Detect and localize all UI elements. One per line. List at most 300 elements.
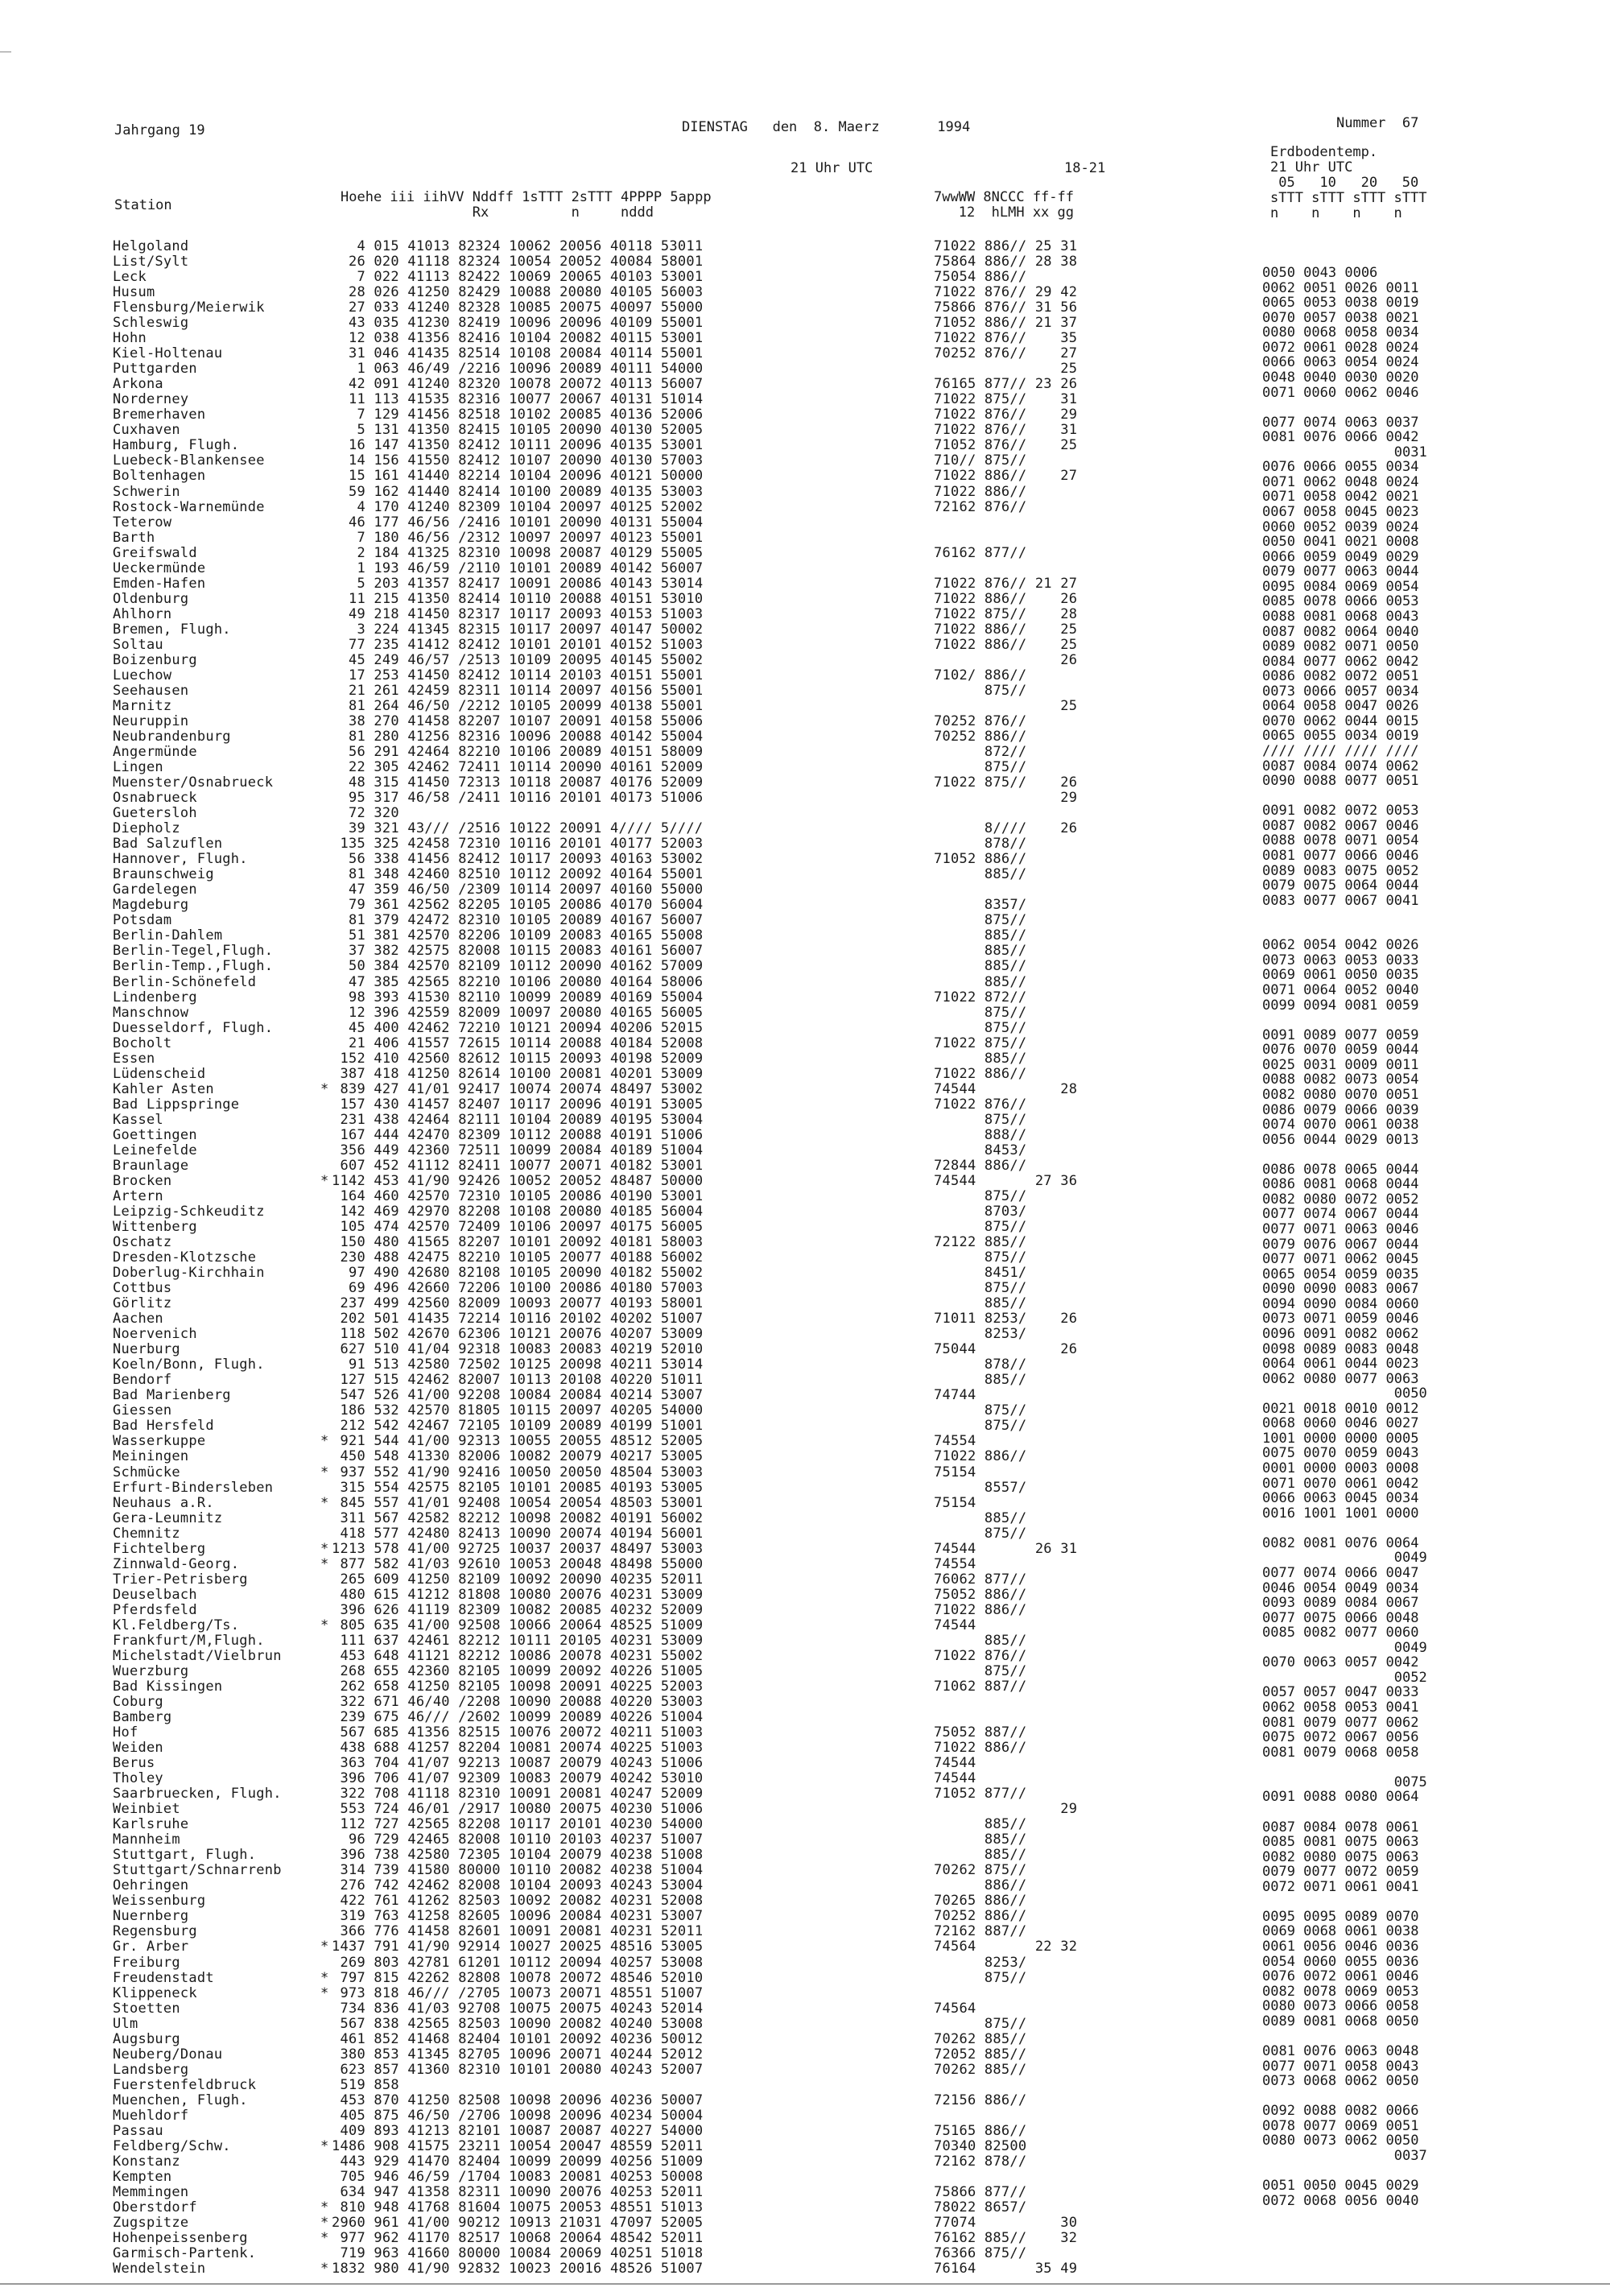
mountain-station-marker: * (320, 1617, 329, 1633)
station-codes: 81 264 46/50 /2212 10105 20099 40138 55001 (332, 697, 704, 714)
table-row (113, 1771, 1135, 1786)
station-name: Kahler Asten (113, 1080, 214, 1097)
station-name: Fuerstenfeldbruck (113, 2076, 257, 2093)
soil-row: 0088 0082 0073 0054 (1262, 1072, 1419, 1088)
station-name: Feldberg/Schw. (113, 2137, 231, 2154)
station-name: Kiel-Holtenau (113, 345, 223, 362)
table-row (113, 699, 1135, 714)
station-codes: 27 033 41240 82328 10085 20075 40097 55000 (332, 299, 704, 316)
station-name: Karlsruhe (113, 1816, 189, 1833)
station-name: Berlin-Dahlem (113, 927, 223, 944)
station-name: Lüdenscheid (113, 1065, 206, 1082)
mountain-station-marker: * (320, 1494, 329, 1511)
station-name: Leinefelde (113, 1142, 197, 1158)
station-codes: 547 526 41/00 92208 10084 20084 40214 53007 (332, 1387, 704, 1404)
soil-row: 0079 0075 0064 0044 (1262, 878, 1419, 894)
station-codes: 98 393 41530 82110 10099 20089 40169 55004 (332, 989, 704, 1006)
table-row (113, 638, 1135, 653)
table-row (113, 836, 1135, 852)
table-row (113, 1327, 1135, 1342)
station-name: Rostock-Warnemünde (113, 498, 265, 515)
station-codes: 50 384 42570 82109 10112 20090 40162 57009 (332, 958, 704, 975)
station-name: Gr. Arber (113, 1939, 189, 1955)
station-codes: 81 280 41256 82316 10096 20088 40142 55004 (332, 729, 704, 745)
station-codes: 443 929 41470 82404 10099 20099 40256 51009 (332, 2153, 704, 2170)
soil-row: 0049 (1262, 1550, 1427, 1567)
station-name: Flensburg/Meierwik (113, 299, 265, 316)
soil-row: //// //// //// //// (1262, 743, 1419, 759)
station-codes: 450 548 41330 82006 10082 20079 40217 53005 (332, 1448, 704, 1465)
synop-codes: 885// (934, 927, 1027, 944)
soil-row: 0077 0071 0058 0043 (1262, 2058, 1419, 2075)
synop-codes: 29 (934, 1801, 1078, 1818)
soil-row: 0070 0057 0038 0021 (1262, 309, 1419, 326)
station-codes: 453 648 41121 82212 10086 20078 40231 55002 (332, 1647, 704, 1664)
station-codes: 118 502 42670 62306 10121 20076 40207 53009 (332, 1326, 704, 1343)
soil-row: 0065 0054 0059 0035 (1262, 1266, 1419, 1282)
station-codes: 607 452 41112 82411 10077 20071 40182 53001 (332, 1157, 704, 1174)
synop-codes: 74544 (934, 1617, 976, 1633)
table-row (113, 1741, 1135, 1756)
station-codes: 396 706 41/07 92309 10083 20079 40242 53010 (332, 1770, 704, 1787)
soil-row: 0084 0077 0062 0042 (1262, 653, 1419, 670)
soil-row: 0056 0044 0029 0013 (1262, 1131, 1419, 1148)
soil-row: 0081 0077 0066 0046 (1262, 847, 1419, 864)
table-row (113, 1311, 1135, 1327)
synop-codes: 71022 875// 28 (934, 605, 1078, 622)
table-row (113, 714, 1135, 729)
synop-codes: 71022 886// 26 (934, 590, 1078, 607)
synop-codes: 886// (934, 1877, 1027, 1894)
soil-row (1262, 1805, 1520, 1820)
table-row (113, 1588, 1135, 1603)
soil-row: 0067 0058 0045 0023 (1262, 504, 1419, 520)
soil-row: 0083 0077 0067 0041 (1262, 892, 1419, 909)
mountain-station-marker: * (320, 2199, 329, 2215)
station-codes: 91 513 42580 72502 10125 20098 40211 53014 (332, 1357, 704, 1373)
station-codes: 15 161 41440 82214 10104 20096 40121 50000 (332, 468, 704, 485)
synop-codes: 875// (934, 1280, 1027, 1297)
station-name: Hamburg, Flugh. (113, 437, 240, 454)
station-codes: 567 685 41356 82515 10076 20072 40211 51003 (332, 1724, 704, 1741)
synop-codes: 8357/ (934, 897, 1027, 914)
synop-codes: 71022 886// 25 (934, 621, 1078, 638)
station-codes: 396 626 41119 82309 10082 20085 40232 52009 (332, 1601, 704, 1618)
synop-codes: 71022 886// (934, 483, 1027, 500)
station-codes: 167 444 42470 82309 10112 20088 40191 51006 (332, 1126, 704, 1143)
station-name: Oberstdorf (113, 2199, 197, 2215)
soil-row: 0025 0031 0009 0011 (1262, 1056, 1419, 1073)
station-name: Neuhaus a.R. (113, 1494, 214, 1511)
table-row (113, 1832, 1135, 1848)
soil-time: 21 Uhr UTC (1270, 159, 1353, 176)
soil-row: 0093 0089 0084 0067 (1262, 1595, 1419, 1612)
station-name: Konstanz (113, 2153, 180, 2170)
synop-codes: 8451/ (934, 1265, 1027, 1282)
station-codes: 396 738 42580 72305 10104 20079 40238 51008 (332, 1847, 704, 1864)
synop-codes: 71022 886// 27 (934, 468, 1078, 485)
synop-codes: 74544 26 31 (934, 1540, 1078, 1557)
synop-codes: 75154 (934, 1464, 976, 1480)
table-row (113, 607, 1135, 622)
table-row (113, 2170, 1135, 2185)
station-name: Weiden (113, 1740, 163, 1757)
station-name: Kl.Feldberg/Ts. (113, 1617, 240, 1633)
station-codes: 461 852 41468 82404 10101 20092 40236 50012 (332, 2030, 704, 2047)
soil-row: 0098 0089 0083 0048 (1262, 1340, 1419, 1357)
station-codes: 7 022 41113 82422 10069 20065 40103 53001 (332, 269, 704, 286)
synop-codes: 71011 8253/ 26 (934, 1311, 1078, 1328)
station-name: Leipzig-Schkeuditz (113, 1203, 265, 1220)
station-codes: 977 962 41170 82517 10068 20064 48542 52011 (332, 2230, 704, 2247)
soil-row: 0073 0063 0053 0033 (1262, 952, 1419, 968)
mountain-station-marker: * (320, 1080, 329, 1097)
station-name: Muenchen, Flugh. (113, 2092, 248, 2108)
station-codes: 315 554 42575 82105 10101 20085 40193 53005 (332, 1479, 704, 1496)
station-name: Berlin-Temp.,Flugh. (113, 958, 274, 975)
station-codes: 705 946 46/59 /1704 10083 20081 40253 50008 (332, 2168, 704, 2185)
synop-codes: 26 (934, 651, 1078, 668)
soil-row: 0071 0070 0061 0042 (1262, 1475, 1419, 1492)
mountain-station-marker: * (320, 2215, 329, 2232)
synop-codes: 885// (934, 1295, 1027, 1312)
synop-codes: 885// (934, 1509, 1027, 1526)
synop-codes: 8253/ (934, 1954, 1027, 1971)
table-row (113, 515, 1135, 531)
synop-codes: 75154 (934, 1494, 976, 1511)
station-name: Helgoland (113, 238, 189, 254)
date-line: DIENSTAG den 8. Maerz 1994 (682, 119, 971, 135)
station-name: Ulm (113, 2015, 138, 2032)
station-name: Dresden-Klotzsche (113, 1249, 257, 1266)
station-name: Barth (113, 529, 155, 546)
table-row (113, 531, 1135, 546)
soil-row: 0077 0075 0066 0048 (1262, 1609, 1419, 1626)
table-row (113, 2032, 1135, 2047)
soil-row: 0086 0082 0072 0051 (1262, 668, 1419, 685)
soil-row: 0060 0052 0039 0024 (1262, 518, 1419, 535)
station-codes: 186 532 42570 81805 10115 20097 40205 54000 (332, 1402, 704, 1419)
station-name: Bremerhaven (113, 407, 206, 423)
soil-row (1262, 1147, 1520, 1162)
synop-codes: 76164 35 49 (934, 2261, 1078, 2277)
station-name: Hannover, Flugh. (113, 851, 248, 868)
station-codes: 1832 980 41/90 92832 10023 20016 48526 51007 (332, 2261, 704, 2277)
station-codes: 5 203 41357 82417 10091 20086 40143 53014 (332, 575, 704, 592)
mountain-station-marker: * (320, 1969, 329, 1986)
table-row (113, 990, 1135, 1006)
soil-row: 0085 0081 0075 0063 (1262, 1834, 1419, 1851)
station-name: Noervenich (113, 1326, 197, 1343)
station-codes: 2 184 41325 82310 10098 20087 40129 55005 (332, 544, 704, 561)
soil-row: 0052 (1262, 1669, 1427, 1686)
station-codes: 152 410 42560 82612 10115 20093 40198 52009 (332, 1050, 704, 1067)
table-row (113, 1955, 1135, 1971)
soil-row: 0088 0081 0068 0043 (1262, 608, 1419, 625)
station-name: Cuxhaven (113, 422, 180, 439)
synop-codes: 71022 886// (934, 1740, 1027, 1757)
soil-row: 0089 0081 0068 0050 (1262, 2013, 1419, 2030)
synop-codes: 78022 8657/ (934, 2199, 1027, 2215)
station-codes: 231 438 42464 82111 10104 20089 40195 53004 (332, 1111, 704, 1128)
station-codes: 3 224 41345 82315 10117 20097 40147 50002 (332, 621, 704, 638)
synop-codes: 875// (934, 759, 1027, 776)
station-name: Görlitz (113, 1295, 172, 1312)
table-row (113, 1465, 1135, 1480)
table-row (113, 1939, 1135, 1955)
table-row (113, 239, 1135, 254)
table-row (113, 1496, 1135, 1511)
synop-codes: 8703/ (934, 1203, 1027, 1220)
station-name: Doberlug-Kirchhain (113, 1265, 265, 1282)
station-name: Muenster/Osnabrueck (113, 774, 274, 791)
synop-codes: 885// (934, 1831, 1027, 1848)
station-name: Boizenburg (113, 651, 197, 668)
soil-row (1262, 1013, 1520, 1028)
soil-row: 0080 0073 0062 0050 (1262, 2133, 1419, 2149)
station-name: Gera-Leumnitz (113, 1509, 223, 1526)
station-name: Arkona (113, 376, 163, 393)
station-codes: 112 727 42565 82208 10117 20101 40230 54000 (332, 1816, 704, 1833)
station-codes: 276 742 42462 82008 10104 20093 40243 53004 (332, 1877, 704, 1894)
table-row (113, 1357, 1135, 1373)
station-name: Essen (113, 1050, 155, 1067)
table-row (113, 1418, 1135, 1434)
synop-codes: 875// (934, 1019, 1027, 1036)
table-row (113, 592, 1135, 607)
station-codes: 11 113 41535 82316 10077 20067 40131 51014 (332, 391, 704, 408)
soil-row: 0066 0059 0049 0029 (1262, 548, 1419, 565)
soil-row: 0037 (1262, 2147, 1427, 2164)
station-codes: 16 147 41350 82412 10111 20096 40135 53001 (332, 437, 704, 454)
station-name: Schwerin (113, 483, 180, 500)
table-row (113, 1511, 1135, 1526)
station-codes: 269 803 42781 61201 10112 20094 40257 53008 (332, 1954, 704, 1971)
station-name: Seehausen (113, 682, 189, 699)
soil-row: 0087 0084 0078 0061 (1262, 1819, 1419, 1836)
station-codes: 845 557 41/01 92408 10054 20054 48503 53001 (332, 1494, 704, 1511)
station-codes: 21 406 41557 72615 10114 20088 40184 52008 (332, 1034, 704, 1051)
mountain-station-marker: * (320, 2137, 329, 2154)
synop-codes: 70252 886// (934, 1908, 1027, 1925)
station-codes: 268 655 42360 82105 10099 20092 40226 51005 (332, 1662, 704, 1679)
station-codes: 28 026 41250 82429 10088 20080 40105 56003 (332, 284, 704, 301)
station-name: Wuerzburg (113, 1662, 189, 1679)
synop-codes: 74544 (934, 1770, 976, 1787)
table-row (113, 1434, 1135, 1449)
soil-row: 0065 0055 0034 0019 (1262, 728, 1419, 745)
station-name: Augsburg (113, 2030, 180, 2047)
station-name: Klippeneck (113, 1984, 197, 2001)
station-codes: 12 038 41356 82416 10104 20082 40115 53001 (332, 330, 704, 347)
table-row (113, 1158, 1135, 1174)
station-name: Weinbiet (113, 1801, 180, 1818)
soil-row: 0070 0062 0044 0015 (1262, 712, 1419, 729)
station-codes: 39 321 43/// /2516 10122 20091 4//// 5//// (332, 820, 704, 837)
synop-codes: 76162 877// (934, 544, 1027, 561)
table-row (113, 1143, 1135, 1158)
table-row (113, 1051, 1135, 1067)
station-codes: 150 480 41565 82207 10101 20092 40181 58003 (332, 1234, 704, 1251)
soil-row: 0086 0081 0068 0044 (1262, 1176, 1419, 1193)
soil-row: 0081 0076 0066 0042 (1262, 429, 1419, 446)
table-row (113, 1189, 1135, 1204)
station-name: Goettingen (113, 1126, 197, 1143)
station-name: Gardelegen (113, 882, 197, 898)
station-name: Wendelstein (113, 2261, 206, 2277)
station-name: Bad Salzuflen (113, 836, 223, 853)
station-name: Brocken (113, 1172, 172, 1189)
station-codes: 311 567 42582 82212 10098 20082 40191 56002 (332, 1509, 704, 1526)
synop-codes: 8//// 26 (934, 820, 1078, 837)
station-name: Meiningen (113, 1448, 189, 1465)
station-codes: 314 739 41580 80000 10110 20082 40238 51004 (332, 1862, 704, 1879)
table-row (113, 2185, 1135, 2200)
soil-row: 0064 0061 0044 0023 (1262, 1356, 1419, 1373)
station-name: Luechow (113, 667, 172, 683)
table-row (113, 959, 1135, 974)
soil-row: 0070 0063 0057 0042 (1262, 1654, 1419, 1671)
table-row (113, 1542, 1135, 1557)
soil-row: 0062 0054 0042 0026 (1262, 937, 1419, 954)
station-codes: 7 180 46/56 /2312 10097 20097 40123 55001 (332, 529, 704, 546)
table-row (113, 2246, 1135, 2261)
synop-codes: 70262 875// (934, 1862, 1027, 1879)
synop-codes: 70252 876// 27 (934, 345, 1078, 362)
synop-codes: 71022 876// 31 (934, 422, 1078, 439)
synop-codes: 70252 876// (934, 712, 1027, 729)
soil-row: 0076 0066 0055 0034 (1262, 459, 1419, 476)
table-row (113, 1113, 1135, 1128)
soil-codes-n: n n n n (1270, 205, 1402, 221)
station-name: Potsdam (113, 912, 172, 929)
table-row (113, 668, 1135, 683)
station-codes: 45 249 46/57 /2513 10109 20095 40145 55002 (332, 651, 704, 668)
station-name: Nuernberg (113, 1908, 189, 1925)
synop-codes: 885// (934, 866, 1027, 883)
station-codes: 797 815 42262 82808 10078 20072 48546 52010 (332, 1969, 704, 1986)
table-row (113, 1893, 1135, 1909)
table-row (113, 346, 1135, 361)
station-codes: 22 305 42462 72411 10114 20090 40161 52009 (332, 759, 704, 776)
soil-row: 0095 0095 0089 0070 (1262, 1908, 1419, 1925)
soil-row (1262, 2029, 1520, 2044)
synop-codes: 885// (934, 973, 1027, 990)
station-codes: 356 449 42360 72511 10099 20084 40189 51004 (332, 1142, 704, 1158)
table-row (113, 1403, 1135, 1418)
soil-row (1262, 1521, 1520, 1536)
station-codes: 11 215 41350 82414 10110 20088 40151 53010 (332, 590, 704, 607)
soil-row: 0075 0072 0067 0056 (1262, 1729, 1419, 1746)
soil-row: 0091 0082 0072 0053 (1262, 803, 1419, 820)
soil-row (1262, 789, 1520, 804)
table-row (113, 1710, 1135, 1725)
issue-number: Nummer 67 (1336, 115, 1419, 131)
station-codes: 46 177 46/56 /2416 10101 20090 40131 55004 (332, 514, 704, 531)
synop-codes: 71022 876// 35 (934, 330, 1078, 347)
station-codes: 4 015 41013 82324 10062 20056 40118 53011 (332, 238, 704, 254)
station-codes: 380 853 41345 82705 10096 20071 40244 52012 (332, 2046, 704, 2063)
soil-row: 0062 0058 0053 0041 (1262, 1699, 1419, 1716)
table-row (113, 2001, 1135, 2017)
station-name: Bremen, Flugh. (113, 621, 231, 638)
synop-codes: 875// (934, 1187, 1027, 1204)
soil-temperature-column (1262, 266, 1520, 2208)
station-codes: 135 325 42458 72310 10116 20101 40177 52003 (332, 836, 704, 853)
station-codes: 59 162 41440 82414 10100 20089 40135 53003 (332, 483, 704, 500)
soil-row: 0075 (1262, 1774, 1427, 1790)
table-row (113, 500, 1135, 515)
synop-codes: 875// (934, 682, 1027, 699)
station-name: Husum (113, 284, 155, 301)
station-name: Garmisch-Partenk. (113, 2245, 257, 2262)
soil-row: 1001 0000 0000 0005 (1262, 1430, 1419, 1447)
soil-row: 0065 0053 0038 0019 (1262, 295, 1419, 312)
soil-row: 0099 0094 0081 0059 (1262, 997, 1419, 1014)
synop-codes: 71052 876// 25 (934, 437, 1078, 454)
station-codes: 17 253 41450 82412 10114 20103 40151 55001 (332, 667, 704, 683)
station-codes: 38 270 41458 82207 10107 20091 40158 55006 (332, 712, 704, 729)
table-row (113, 1250, 1135, 1266)
station-codes: 7 129 41456 82518 10102 20085 40136 52006 (332, 407, 704, 423)
station-name: Braunlage (113, 1157, 189, 1174)
station-name: Bad Marienberg (113, 1387, 231, 1404)
station-codes: 230 488 42475 82210 10105 20077 40188 56002 (332, 1249, 704, 1266)
mountain-station-marker: * (320, 1172, 329, 1189)
station-name: Fichtelberg (113, 1540, 206, 1557)
time-range-label: 18-21 (1064, 160, 1106, 176)
table-row (113, 1618, 1135, 1633)
table-row (113, 1971, 1135, 1986)
station-codes: 2960 961 41/00 90212 10913 21031 47097 52005 (332, 2215, 704, 2232)
synop-codes: 75052 887// (934, 1724, 1027, 1741)
synop-codes: 885// (934, 1632, 1027, 1649)
station-name: Bamberg (113, 1709, 172, 1725)
synop-codes: 8253/ (934, 1326, 1027, 1343)
synop-codes: 70265 886// (934, 1893, 1027, 1910)
station-name: Wittenberg (113, 1219, 197, 1235)
table-row (113, 1266, 1135, 1281)
table-row (113, 438, 1135, 453)
station-name: Bocholt (113, 1034, 172, 1051)
station-codes: 422 761 41262 82503 10092 20082 40231 52008 (332, 1893, 704, 1910)
soil-row: 0087 0082 0067 0046 (1262, 817, 1419, 834)
station-name: Saarbruecken, Flugh. (113, 1786, 282, 1803)
soil-row: 0091 0088 0080 0064 (1262, 1789, 1419, 1806)
table-row (113, 1603, 1135, 1618)
table-row (113, 270, 1135, 285)
station-name: Muehldorf (113, 2107, 189, 2124)
synop-codes: 8557/ (934, 1479, 1027, 1496)
station-name: Tholey (113, 1770, 163, 1787)
table-row (113, 1526, 1135, 1542)
station-codes: 973 818 46/// /2705 10073 20071 48551 51007 (332, 1984, 704, 2001)
synop-codes: 872// (934, 744, 1027, 761)
soil-row: 0082 0078 0069 0053 (1262, 1983, 1419, 2000)
table-row (113, 806, 1135, 821)
table-row (113, 852, 1135, 867)
mountain-station-marker: * (320, 1555, 329, 1572)
soil-row (1262, 1894, 1520, 1910)
station-codes: 623 857 41360 82310 10101 20080 40243 52007 (332, 2061, 704, 2078)
synop-codes: 71022 886// 25 31 (934, 238, 1078, 254)
station-codes: 322 671 46/40 /2208 10090 20088 40220 53003 (332, 1693, 704, 1710)
station-name: Neuruppin (113, 712, 189, 729)
station-codes: 56 291 42464 82210 10106 20089 40151 58009 (332, 744, 704, 761)
synop-codes: 885// (934, 1372, 1027, 1389)
station-codes: 79 361 42562 82205 10105 20086 40170 56004 (332, 897, 704, 914)
soil-row: 0077 0074 0067 0044 (1262, 1206, 1419, 1223)
